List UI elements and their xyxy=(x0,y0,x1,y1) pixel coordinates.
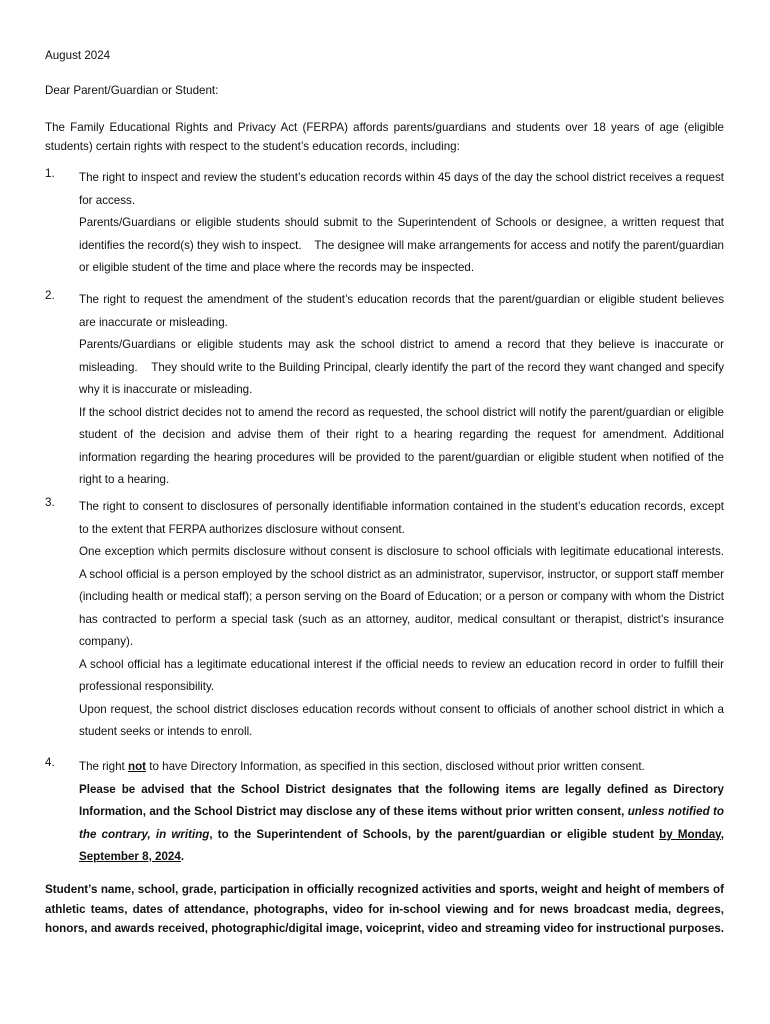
text-run: The right xyxy=(79,760,128,773)
item-body xyxy=(79,289,728,492)
item-paragraph: If the school district decides not to amend the record as requested, the school district will notify the parent/guardian or eligible student of the decision and advise them of their right to a hearing regarding the request for amendment. Additional information regarding the hearing procedures will be provided to the parent/guardian or eligible student when notified of the right to a hearing. xyxy=(79,405,724,486)
italic-run: unless notified to the contrary, in writing xyxy=(79,805,724,841)
list-item-3 xyxy=(45,496,737,744)
directory-information-list: Student’s name, school, grade, participation in officially recognized activities and sports, weight and height of members of athletic teams, dates of attendance, photographs, video for in-school viewing and for news broadcast media, degrees, honors, and awards received, photographic/digital image, voiceprint, video and streaming video for instructional purposes. xyxy=(45,883,725,935)
letter-date: August 2024 xyxy=(45,49,111,62)
list-item-1 xyxy=(45,167,728,280)
item-body xyxy=(79,167,728,280)
item-paragraph: Parents/Guardians or eligible students may ask the school district to amend a record that they believe is inaccurate or misleading. They should write to the Building Principal, clearly identify the part of the record they want changed and specify why it is inaccurate or misleading. xyxy=(79,338,728,396)
text-run: Please be advised that the School District designates that the following items are legally defined as Directory Information, and the School District may disclose any of these items without prior written consent, xyxy=(79,782,724,818)
emphasis-not: not xyxy=(127,760,147,773)
text-run: . xyxy=(180,850,185,863)
item-body xyxy=(79,756,724,869)
item-paragraph: Upon request, the school district discloses education records without consent to officials of another school district in which a student seeks or intends to enroll. xyxy=(79,702,724,738)
deadline: by Monday, September 8, 2024 xyxy=(79,827,724,863)
item-number: 2. xyxy=(45,289,55,302)
item-paragraph xyxy=(79,756,724,779)
item-number: 4. xyxy=(45,756,55,769)
item-paragraph: A school official has a legitimate educational interest if the official needs to review an education record in order to fulfill their professional responsibility. xyxy=(79,657,724,693)
list-item-4 xyxy=(45,756,724,869)
list-item-2 xyxy=(45,289,728,492)
item-paragraph: The right to request the amendment of the student’s education records that the parent/guardian or eligible student believes are inaccurate or misleading. xyxy=(79,293,724,329)
item-number: 3. xyxy=(45,496,55,509)
text-run: to have Directory Information, as specified in this section, disclosed without prior written consent. xyxy=(146,760,645,773)
item-number: 1. xyxy=(45,167,55,180)
text-run: , to the Superintendent of Schools, by the parent/guardian or eligible student xyxy=(209,827,660,841)
intro-paragraph: The Family Educational Rights and Privacy Act (FERPA) affords parents/guardians and students over 18 years of age (eligible students) certain rights with respect to the student’s education records, including: xyxy=(45,121,724,153)
item-paragraph: The right to consent to disclosures of personally identifiable information contained in the student’s education records, except to the extent that FERPA authorizes disclosure without consent. xyxy=(79,500,724,536)
directory-notice xyxy=(79,779,724,869)
salutation: Dear Parent/Guardian or Student: xyxy=(45,84,219,97)
item-paragraph: One exception which permits disclosure without consent is disclosure to school officials with legitimate educational interests. A school official is a person employed by the school district as an administrator, supervisor, instructor, or support staff member (including health or medical staff); a person serving on the Board of Education; or a person or company with whom the District has contracted to perform a special task (such as an attorney, auditor, medical consultant or therapist, district’s insurance company). xyxy=(79,545,737,648)
item-paragraph: The right to inspect and review the student’s education records within 45 days of the day the school district receives a request for access. xyxy=(79,171,724,207)
item-paragraph: Parents/Guardians or eligible students should submit to the Superintendent of Schools or designee, a written request that identifies the record(s) they wish to inspect. The designee will make arrangements for access and notify the parent/guardian or eligible student of the time and place where the records may be inspected. xyxy=(79,216,728,274)
item-body xyxy=(79,496,737,744)
